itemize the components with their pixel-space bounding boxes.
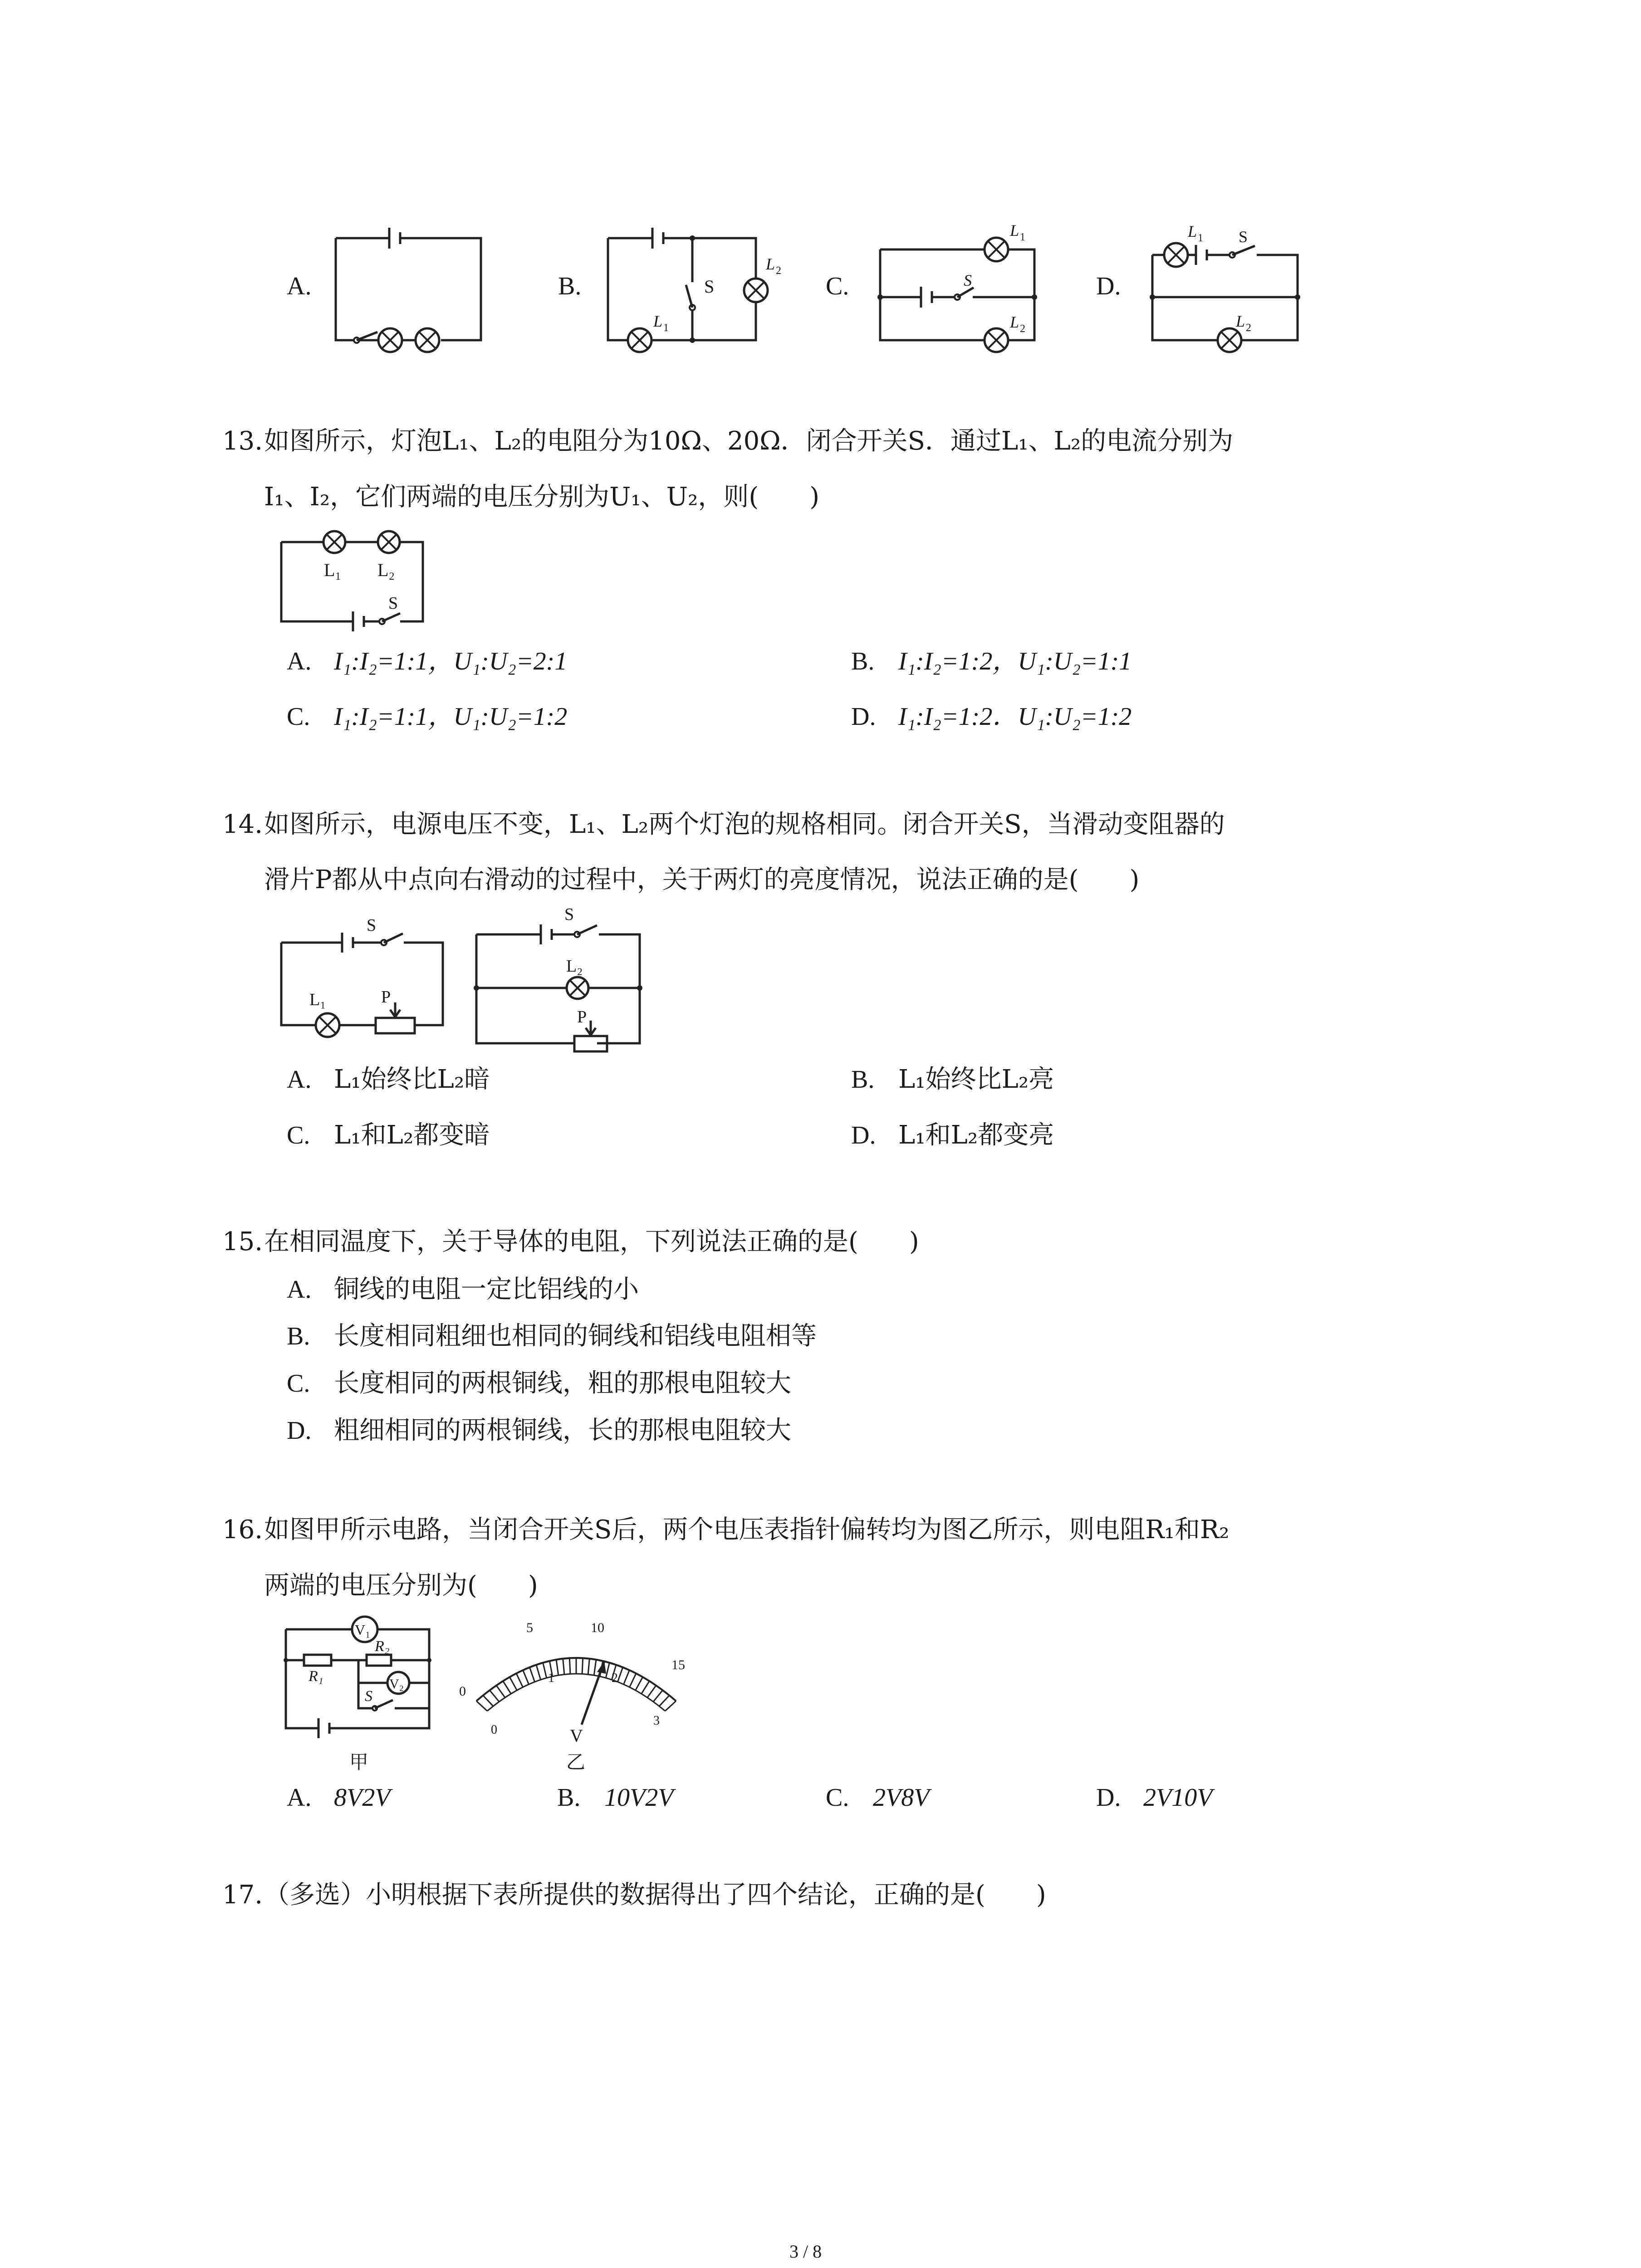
q16-label-jia: 甲 [349,1751,369,1773]
svg-text:L₁: L₁ [309,990,326,1009]
lamp-icon [1164,243,1188,267]
dial-tick [490,1690,499,1701]
svg-text:L₂: L₂ [377,560,395,580]
dial-tick [496,1686,505,1698]
svg-text:1: 1 [1020,231,1025,243]
svg-text:S: S [367,916,377,935]
q16-circuit-jia [286,1615,431,1733]
svg-text:S: S [564,905,574,924]
svg-text:0: 0 [491,1723,497,1737]
q12-option-b-label: B. [558,272,582,300]
dial-tick [636,1677,643,1690]
q17-number: 17. [222,1880,263,1910]
svg-text:S: S [365,1688,372,1705]
dial-tick [606,1663,609,1678]
dial-tick [630,1673,636,1687]
lamp-icon [316,1013,339,1037]
q13-stem-line1: 如图所示，灯泡L₁、L₂的电阻分为10Ω、20Ω．闭合开关S．通过L₁、L₂的电流分别为 [264,426,1234,456]
q16-stem-line2: 两端的电压分别为( ) [264,1571,538,1600]
q14-stem-line1: 如图所示，电源电压不变，L₁、L₂两个灯泡的规格相同。闭合开关S，当滑动变阻器的 [264,810,1225,839]
q14-circuit-left [281,916,445,1030]
dial-tick [503,1681,511,1694]
q13-stem-line2: I₁、I₂，它们两端的电压分别为U₁、U₂，则( ) [264,482,820,512]
dial-tick [569,1658,570,1674]
q13-circuit-figure [281,531,426,626]
dial-tick [582,1658,583,1674]
dial-tick [653,1690,663,1701]
q14-option-b-letter: B. [851,1066,875,1094]
svg-text:L₁: L₁ [324,560,342,580]
q14-number: 14. [222,810,263,839]
dial-tick [588,1659,589,1675]
q13-option-b-letter: B. [851,647,875,675]
svg-text:0: 0 [459,1684,466,1699]
svg-text:S: S [1239,228,1248,246]
svg-text:5: 5 [526,1620,533,1635]
q16-option-a-letter: A. [287,1784,312,1812]
dial-tick [476,1701,487,1711]
q13-option-a-text: I₁:I₂=1:1，U₁:U₂=2:1 [334,647,568,675]
dial-tick [563,1659,564,1675]
q13-option-d-letter: D. [851,703,876,731]
q16-option-c-text: 2V8V [873,1784,930,1812]
rheostat-icon [376,1018,415,1033]
q12-circuit-a [336,227,490,354]
svg-text:V₂: V₂ [389,1677,404,1691]
q13-option-d-text: I₁:I₂=1:2．U₁:U₂=1:2 [898,703,1132,731]
q17-stem: （多选）小明根据下表所提供的数据得出了四个结论，正确的是( ) [264,1880,1046,1910]
q15-option-a-text: 铜线的电阻一定比铝线的小 [334,1275,639,1304]
q16-option-a-text: 8V2V [334,1784,391,1812]
svg-text:P: P [381,987,391,1007]
lamp-icon [378,531,400,553]
svg-text:P: P [577,1007,587,1026]
dial-tick [617,1667,622,1682]
q16-number: 16. [222,1515,263,1545]
q13-option-b-text: I₁:I₂=1:2，U₁:U₂=1:1 [898,647,1132,675]
q12-option-c-label: C. [826,272,849,300]
lamp-icon [985,328,1008,352]
svg-text:L: L [1236,312,1245,330]
svg-text:L₂: L₂ [566,957,583,976]
dial-tick [665,1701,676,1711]
q14-option-c-letter: C. [287,1121,310,1149]
q14-stem-line2: 滑片P都从中点向右滑动的过程中，关于两灯的亮度情况，说法正确的是( ) [264,865,1140,894]
q14-option-d-letter: D. [851,1121,876,1149]
lamp-icon [744,279,768,302]
svg-text:2: 2 [612,1671,618,1685]
svg-text:2: 2 [1020,323,1025,335]
q15-option-b-text: 长度相同粗细也相同的铜线和铝线电阻相等 [334,1321,817,1351]
q14-option-a-text: L₁始终比L₂暗 [334,1065,490,1094]
lamp-icon [1218,328,1241,352]
svg-text:V₁: V₁ [355,1622,371,1638]
dial-tick [594,1660,596,1675]
svg-text:10: 10 [591,1620,604,1635]
q12-circuit-b [608,227,781,354]
q15-option-d-letter: D. [287,1417,312,1445]
dial-needle [582,1661,606,1725]
q15-option-c-letter: C. [287,1369,310,1398]
svg-text:2: 2 [776,265,781,277]
svg-text:L: L [1010,221,1019,240]
dial-tick [642,1681,650,1694]
svg-text:1: 1 [663,322,669,334]
dial-tick [536,1665,541,1680]
q16-option-b-letter: B. [557,1784,581,1812]
q12-circuit-c [880,221,1034,354]
svg-text:2: 2 [1246,322,1251,334]
svg-text:L: L [653,312,663,330]
resistor-icon [367,1655,391,1666]
dial-tick [659,1696,669,1706]
q13-option-c-text: I₁:I₂=1:1，U₁:U₂=1:2 [334,703,568,731]
svg-text:15: 15 [671,1657,685,1672]
q13-number: 13. [222,426,263,456]
svg-text:S: S [388,594,398,613]
lamp-icon [567,977,588,999]
svg-text:R₁: R₁ [309,1668,323,1685]
q15-option-c-text: 长度相同的两根铜线，粗的那根电阻较大 [334,1369,791,1398]
q14-option-b-text: L₁始终比L₂亮 [898,1065,1054,1094]
q15-option-b-letter: B. [287,1322,310,1350]
q12-option-d-label: D. [1096,272,1121,300]
q12-option-a-label: A. [287,272,312,300]
q16-voltmeter-dial [458,1606,694,1746]
q16-option-b-text: 10V2V [604,1784,674,1812]
dial-tick [624,1670,630,1684]
lamp-icon [985,238,1008,261]
q13-option-a-letter: A. [287,647,312,675]
q16-stem-line1: 如图甲所示电路，当闭合开关S后，两个电压表指针偏转均为图乙所示，则电阻R₁和R₂ [264,1515,1230,1545]
q15-option-d-text: 粗细相同的两根铜线，长的那根电阻较大 [334,1416,791,1445]
lamp-icon [416,328,439,352]
q14-option-c-text: L₁和L₂都变暗 [334,1120,490,1150]
lamp-icon [323,531,345,553]
q16-option-d-letter: D. [1096,1784,1121,1812]
q14-option-d-text: L₁和L₂都变亮 [898,1120,1054,1150]
q16-option-c-letter: C. [826,1784,849,1812]
svg-text:V: V [570,1725,583,1746]
resistor-icon [304,1655,331,1666]
q15-number: 15. [222,1227,263,1256]
q14-option-a-letter: A. [287,1066,312,1094]
q14-circuit-right [476,907,649,1048]
svg-text:3: 3 [653,1714,660,1728]
svg-text:1: 1 [1198,232,1203,244]
q13-option-c-letter: C. [287,703,310,731]
lamp-icon [628,328,652,352]
lamp-icon [378,328,402,352]
svg-text:L: L [766,255,775,273]
q16-option-d-text: 2V10V [1143,1784,1213,1812]
svg-text:S: S [964,271,972,289]
q16-label-yi: 乙 [566,1751,586,1773]
svg-text:1: 1 [548,1671,554,1685]
dial-tick [509,1677,517,1690]
q15-option-a-letter: A. [287,1276,312,1304]
dial-tick [523,1670,529,1684]
dial-tick [543,1663,547,1678]
dial-tick [516,1673,523,1687]
dial-scale-arc [476,1658,676,1711]
svg-text:S: S [704,276,715,297]
dial-tick [529,1667,534,1682]
svg-text:R₂: R₂ [375,1638,390,1655]
dial-tick [647,1686,656,1698]
dial-tick [556,1660,558,1675]
svg-text:L: L [1188,222,1197,240]
page-number: 3 / 8 [789,2241,822,2262]
q15-stem: 在相同温度下，关于导体的电阻，下列说法正确的是( ) [264,1227,919,1256]
svg-text:L: L [1010,313,1019,331]
dial-tick [483,1696,493,1706]
q12-circuit-d [1152,222,1307,354]
